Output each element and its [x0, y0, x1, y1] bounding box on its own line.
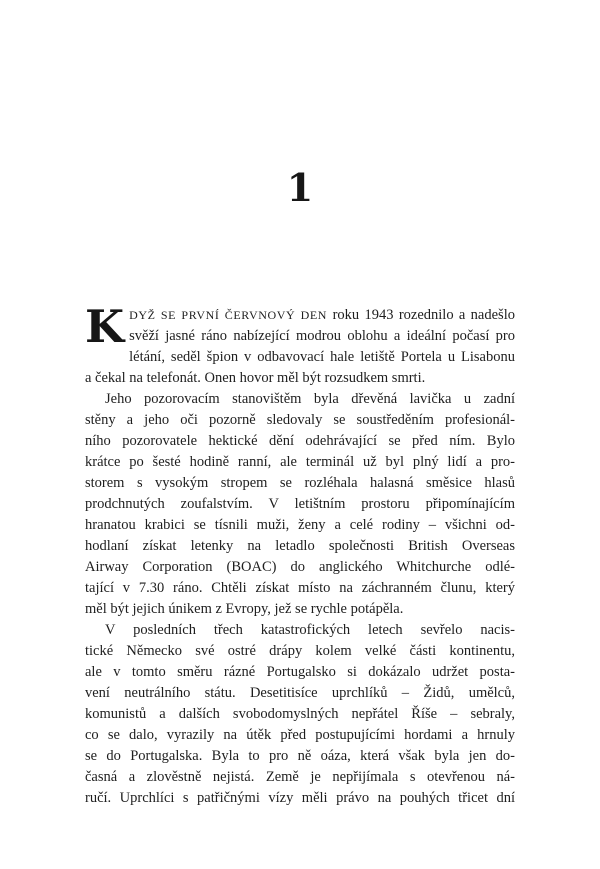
text-line: a čekal na telefonát. Onen hovor měl být rozsudkem smrti.	[85, 370, 426, 386]
paragraph-3	[85, 620, 515, 809]
chapter-number: 1	[286, 165, 314, 210]
text-line: létání, seděl špion v odbavovací hale letiště Portela u Lisabonu	[129, 349, 515, 365]
text-line: hranatou krabici se tísnili muži, ženy a celé rodiny – všichni od-	[85, 517, 515, 533]
text-line: prodchnutých zoufalstvím. V letištním prostoru připomínajícím	[85, 496, 515, 512]
body-text	[85, 300, 515, 809]
text-line-rest: roku 1943 rozednilo a nadešlo	[332, 307, 515, 323]
text-line: stěny a jeho oči pozorně sledovaly se soustředěním profesionál-	[85, 412, 515, 428]
text-line: komunistů a dalších svobodomyslných nepřátel Říše – sebraly,	[85, 706, 515, 722]
small-caps-lead: DYŽ SE PRVNÍ ČERVNOVÝ DEN	[129, 308, 328, 322]
paragraph-1	[85, 300, 515, 389]
text-line: V posledních třech katastrofických letech sevřelo nacis-	[105, 622, 515, 638]
text-line: hodlaní získat letenky na letadlo společnosti British Overseas	[85, 538, 515, 554]
text-line: Jeho pozorovacím stanovištěm byla dřevěná lavička u zadní	[105, 391, 515, 407]
text-line: krátce po šesté hodině ranní, ale terminál už byl plný lidí a pro-	[85, 454, 515, 470]
text-line: vení neutrálního státu. Desetitisíce uprchlíků – Židů, umělců,	[85, 685, 515, 701]
text-line: se do Portugalska. Byla to pro ně oáza, která však byla jen do-	[85, 748, 515, 764]
text-line	[85, 305, 515, 326]
text-line: ale v tomto směru rázné Portugalsko si dokázalo udržet posta-	[85, 664, 515, 680]
text-line: tické Německo své ostré drápy kolem velké části kontinentu,	[85, 643, 515, 659]
paragraph-2	[85, 389, 515, 620]
drop-cap: K	[85, 300, 125, 353]
text-line: tající v 7.30 ráno. Chtěli získat místo na záchranném člunu, který	[85, 580, 515, 596]
text-line: Airway Corporation (BOAC) do anglického Whitchurche odlé-	[85, 559, 515, 575]
text-line: ručí. Uprchlíci s patřičnými vízy měli právo na pouhých třicet dní	[85, 790, 515, 806]
text-line: měl být jejich únikem z Evropy, jež se rychle potápěla.	[85, 601, 404, 617]
text-line: co se dalo, vyrazily na útěk před postupujícími hordami a hrnuly	[85, 727, 515, 743]
text-line: ního pozorovatele hektické dění odehrávající se před ním. Bylo	[85, 433, 515, 449]
text-line: storem s vysokým stropem se rozléhala halasná směsice hlasů	[85, 475, 515, 491]
text-line: časná a zlověstně nejistá. Země je nepřijímala s otevřenou ná-	[85, 769, 515, 785]
text-line: svěží jasné ráno nabízející modrou oblohu a ideální počasí pro	[129, 328, 515, 344]
